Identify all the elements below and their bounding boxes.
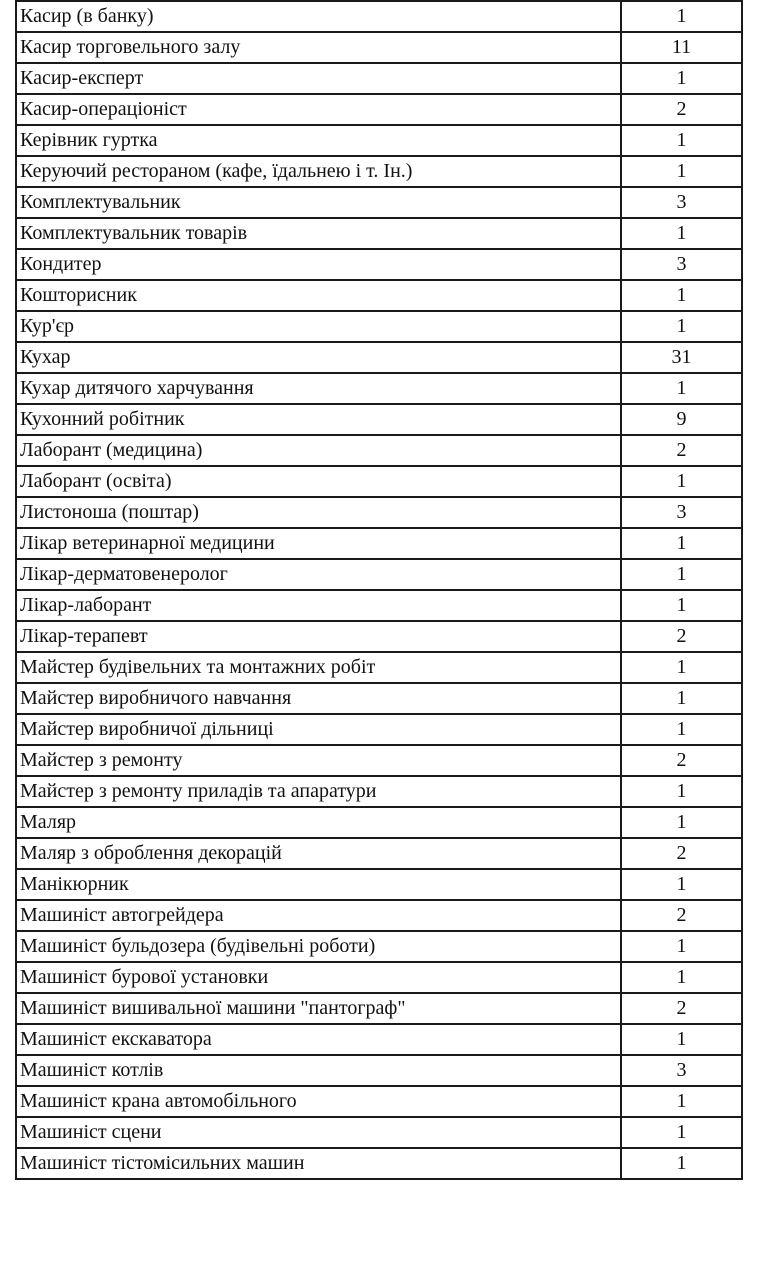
count-cell: 2 bbox=[621, 900, 742, 931]
occupation-cell: Кошторисник bbox=[16, 280, 621, 311]
count-cell: 1 bbox=[621, 63, 742, 94]
count-cell: 1 bbox=[621, 807, 742, 838]
occupation-cell: Лікар-лаборант bbox=[16, 590, 621, 621]
count-cell: 1 bbox=[621, 1086, 742, 1117]
count-cell: 3 bbox=[621, 249, 742, 280]
count-cell: 2 bbox=[621, 838, 742, 869]
count-cell: 1 bbox=[621, 931, 742, 962]
table-row bbox=[16, 621, 742, 652]
table-row bbox=[16, 63, 742, 94]
occupation-cell: Касир-операціоніст bbox=[16, 94, 621, 125]
count-cell: 1 bbox=[621, 559, 742, 590]
occupation-cell: Майстер з ремонту bbox=[16, 745, 621, 776]
table-row bbox=[16, 94, 742, 125]
table-row bbox=[16, 714, 742, 745]
count-cell: 3 bbox=[621, 187, 742, 218]
occupation-cell: Майстер будівельних та монтажних робіт bbox=[16, 652, 621, 683]
count-cell: 2 bbox=[621, 745, 742, 776]
count-cell: 1 bbox=[621, 528, 742, 559]
occupation-cell: Комплектувальник bbox=[16, 187, 621, 218]
count-cell: 1 bbox=[621, 466, 742, 497]
count-cell: 1 bbox=[621, 311, 742, 342]
document-sheet bbox=[15, 0, 741, 1180]
occupation-cell: Манікюрник bbox=[16, 869, 621, 900]
occupation-cell: Кухар bbox=[16, 342, 621, 373]
table-row bbox=[16, 559, 742, 590]
table-row bbox=[16, 156, 742, 187]
occupation-cell: Машиніст автогрейдера bbox=[16, 900, 621, 931]
table-row bbox=[16, 404, 742, 435]
vacancy-table-body bbox=[16, 1, 742, 1179]
table-row bbox=[16, 187, 742, 218]
count-cell: 9 bbox=[621, 404, 742, 435]
table-row bbox=[16, 1055, 742, 1086]
count-cell: 1 bbox=[621, 652, 742, 683]
count-cell: 1 bbox=[621, 683, 742, 714]
table-row bbox=[16, 249, 742, 280]
occupation-cell: Машиніст тістомісильних машин bbox=[16, 1148, 621, 1179]
occupation-cell: Кондитер bbox=[16, 249, 621, 280]
table-row bbox=[16, 931, 742, 962]
count-cell: 1 bbox=[621, 590, 742, 621]
table-row bbox=[16, 962, 742, 993]
occupation-cell: Машиніст бурової установки bbox=[16, 962, 621, 993]
occupation-cell: Керівник гуртка bbox=[16, 125, 621, 156]
occupation-cell: Маляр з оброблення декорацій bbox=[16, 838, 621, 869]
table-row bbox=[16, 900, 742, 931]
table-row bbox=[16, 125, 742, 156]
count-cell: 1 bbox=[621, 373, 742, 404]
occupation-cell: Касир-експерт bbox=[16, 63, 621, 94]
count-cell: 11 bbox=[621, 32, 742, 63]
count-cell: 2 bbox=[621, 435, 742, 466]
table-row bbox=[16, 218, 742, 249]
occupation-cell: Лікар-терапевт bbox=[16, 621, 621, 652]
table-row bbox=[16, 745, 742, 776]
count-cell: 31 bbox=[621, 342, 742, 373]
occupation-cell: Майстер виробничої дільниці bbox=[16, 714, 621, 745]
count-cell: 1 bbox=[621, 714, 742, 745]
occupation-cell: Майстер з ремонту приладів та апаратури bbox=[16, 776, 621, 807]
occupation-cell: Машиніст вишивальної машини "пантограф" bbox=[16, 993, 621, 1024]
occupation-cell: Лаборант (освіта) bbox=[16, 466, 621, 497]
table-row bbox=[16, 1086, 742, 1117]
count-cell: 2 bbox=[621, 94, 742, 125]
table-row bbox=[16, 683, 742, 714]
occupation-cell: Касир торговельного залу bbox=[16, 32, 621, 63]
occupation-cell: Кухонний робітник bbox=[16, 404, 621, 435]
table-row bbox=[16, 993, 742, 1024]
count-cell: 1 bbox=[621, 125, 742, 156]
occupation-cell: Касир (в банку) bbox=[16, 1, 621, 32]
table-row bbox=[16, 497, 742, 528]
table-row bbox=[16, 32, 742, 63]
table-row bbox=[16, 1148, 742, 1179]
occupation-cell: Лаборант (медицина) bbox=[16, 435, 621, 466]
occupation-cell: Майстер виробничого навчання bbox=[16, 683, 621, 714]
occupation-cell: Машиніст екскаватора bbox=[16, 1024, 621, 1055]
occupation-cell: Маляр bbox=[16, 807, 621, 838]
count-cell: 3 bbox=[621, 497, 742, 528]
table-row bbox=[16, 869, 742, 900]
count-cell: 1 bbox=[621, 1, 742, 32]
table-row bbox=[16, 373, 742, 404]
table-row bbox=[16, 652, 742, 683]
table-row bbox=[16, 1117, 742, 1148]
count-cell: 1 bbox=[621, 869, 742, 900]
count-cell: 1 bbox=[621, 1024, 742, 1055]
count-cell: 1 bbox=[621, 776, 742, 807]
table-row bbox=[16, 280, 742, 311]
occupation-cell: Машиніст бульдозера (будівельні роботи) bbox=[16, 931, 621, 962]
table-row bbox=[16, 311, 742, 342]
table-row bbox=[16, 807, 742, 838]
table-row bbox=[16, 466, 742, 497]
table-row bbox=[16, 590, 742, 621]
occupation-cell: Кур'єр bbox=[16, 311, 621, 342]
count-cell: 1 bbox=[621, 962, 742, 993]
table-row bbox=[16, 528, 742, 559]
occupation-cell: Керуючий рестораном (кафе, їдальнею і т. Ін.) bbox=[16, 156, 621, 187]
table-row bbox=[16, 838, 742, 869]
occupation-cell: Кухар дитячого харчування bbox=[16, 373, 621, 404]
count-cell: 3 bbox=[621, 1055, 742, 1086]
occupation-cell: Лікар ветеринарної медицини bbox=[16, 528, 621, 559]
count-cell: 1 bbox=[621, 218, 742, 249]
occupation-cell: Машиніст крана автомобільного bbox=[16, 1086, 621, 1117]
occupation-cell: Машиніст сцени bbox=[16, 1117, 621, 1148]
occupation-cell: Комплектувальник товарів bbox=[16, 218, 621, 249]
count-cell: 1 bbox=[621, 280, 742, 311]
count-cell: 2 bbox=[621, 993, 742, 1024]
count-cell: 1 bbox=[621, 1148, 742, 1179]
occupation-cell: Машиніст котлів bbox=[16, 1055, 621, 1086]
table-row bbox=[16, 1, 742, 32]
count-cell: 2 bbox=[621, 621, 742, 652]
occupation-cell: Листоноша (поштар) bbox=[16, 497, 621, 528]
table-row bbox=[16, 1024, 742, 1055]
count-cell: 1 bbox=[621, 1117, 742, 1148]
vacancy-table bbox=[15, 0, 743, 1180]
table-row bbox=[16, 435, 742, 466]
count-cell: 1 bbox=[621, 156, 742, 187]
table-row bbox=[16, 776, 742, 807]
occupation-cell: Лікар-дерматовенеролог bbox=[16, 559, 621, 590]
table-row bbox=[16, 342, 742, 373]
